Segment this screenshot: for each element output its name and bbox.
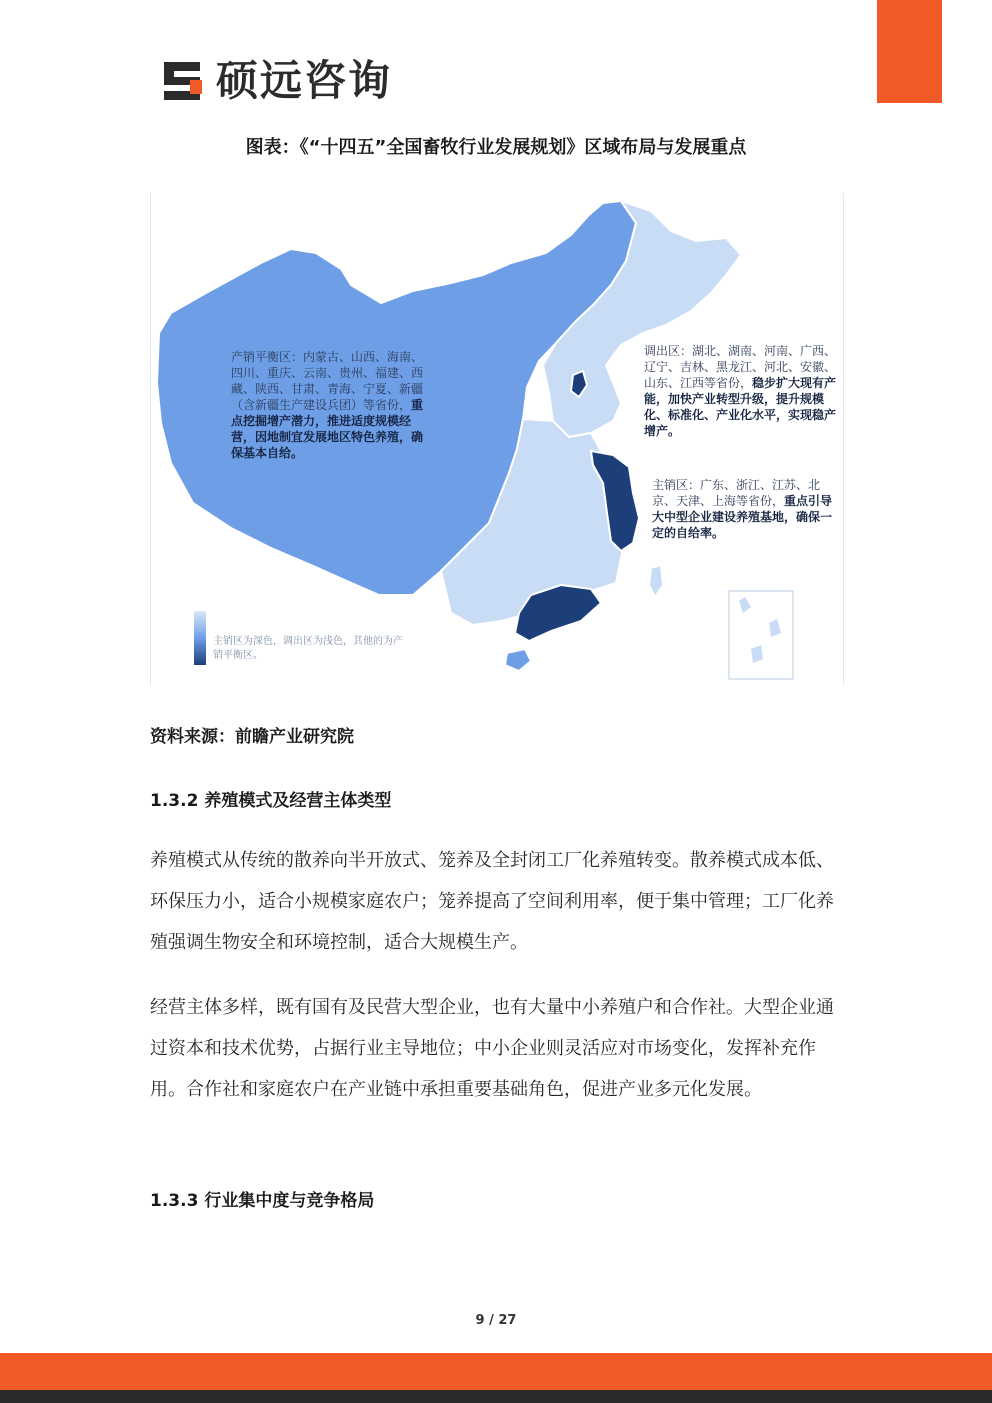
footer-dark-bar xyxy=(0,1390,992,1403)
map-note-consume-zone xyxy=(652,477,842,541)
footer-accent-bar xyxy=(0,1353,992,1390)
note-balance-text: 产销平衡区：内蒙古、山西、海南、四川、重庆、云南、贵州、福建、西藏、陕西、甘肃、青海、宁夏、新疆（含新疆生产建设兵团）等省份， xyxy=(231,350,424,412)
note-adjust-text: 调出区：湖北、湖南、河南、广西、辽宁、吉林、黑龙江、河北、安徽、山东、江西等省份， xyxy=(644,344,837,390)
section-heading-1-3-2: 1.3.2 养殖模式及经营主体类型 xyxy=(150,791,392,811)
figure-source: 资料来源：前瞻产业研究院 xyxy=(150,727,354,747)
logo-text: 硕远咨询 xyxy=(216,56,393,105)
brand-logo xyxy=(160,56,392,106)
page-number: 9 / 27 xyxy=(475,1313,517,1328)
body-paragraph: 经营主体多样，既有国有及民营大型企业，也有大量中小养殖户和合作社。大型企业通过资本和技术优势，占据行业主导地位；中小企业则灵活应对市场变化，发挥补充作用。合作社和家庭农户在产业链中承担重要基础角色，促进产业多元化发展。 xyxy=(150,997,834,1100)
map-region-hainan xyxy=(505,649,531,671)
note-consume-emphasis: 重点引导大中型企业建设养殖基地，确保一定的自给率。 xyxy=(652,494,833,540)
logo-mark-icon xyxy=(160,58,206,104)
section-heading-1-3-3: 1.3.3 行业集中度与竞争格局 xyxy=(150,1191,375,1211)
corner-accent-block xyxy=(877,0,942,103)
map-region-taiwan xyxy=(649,565,663,597)
legend-text: 主销区为深色，调出区为浅色，其他的为产销平衡区。 xyxy=(213,636,403,661)
china-region-map xyxy=(150,193,844,685)
body-paragraph: 养殖模式从传统的散养向半开放式、笼养及全封闭工厂化养殖转变。散养模式成本低、环保压力小，适合小规模家庭农户；笼养提高了空间利用率，便于集中管理；工厂化养殖强调生物安全和环境控制，适合大规模生产。 xyxy=(150,850,834,953)
note-consume-text: 主销区：广东、浙江、江苏、北京、天津、上海等省份， xyxy=(652,478,821,508)
map-south-sea-islands xyxy=(739,597,781,663)
map-south-sea-inset xyxy=(729,591,793,679)
legend-color-bar xyxy=(194,611,206,665)
map-note-adjust-zone xyxy=(644,343,839,439)
figure-title: 图表：《“十四五”全国畜牧行业发展规划》区域布局与发展重点 xyxy=(245,137,747,158)
map-note-balance-zone xyxy=(231,349,431,461)
note-balance-emphasis: 重点挖掘增产潜力，推进适度规模经营，因地制宜发展地区特色养殖，确保基本自给。 xyxy=(231,398,424,460)
note-adjust-emphasis: 稳步扩大现有产能，加快产业转型升级，提升规模化、标准化、产业化水平，实现稳产增产。 xyxy=(644,376,837,438)
